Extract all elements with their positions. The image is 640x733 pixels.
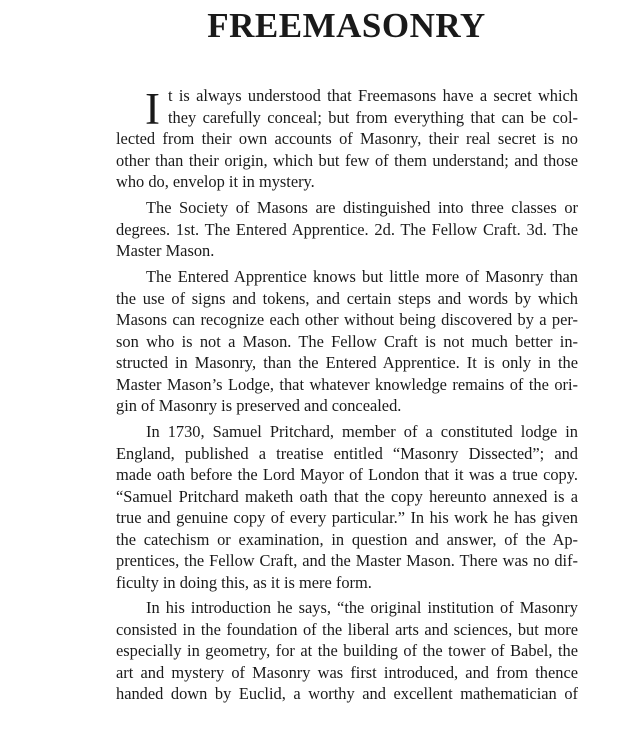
text-line: consisted in the foundation of the liberal arts and sciences, but more <box>116 619 578 639</box>
text-line: Master Mason. <box>116 241 215 260</box>
text-line: The Entered Apprentice knows but little more of Masonry than <box>146 267 578 286</box>
page-title: FREEMASONRY <box>207 6 486 45</box>
text-line: t is always understood that Freemasons have a secret which <box>168 86 578 105</box>
text-line: Masons can recognize each other without being discovered by a per- <box>116 310 578 329</box>
text-line: true and genuine copy of every particular.” In his work he has given <box>116 508 578 527</box>
text-line: The Society of Masons are distinguished into three classes or <box>146 198 578 217</box>
paragraph-1 <box>116 85 578 193</box>
paragraph-2 <box>116 197 578 262</box>
text-line: degrees. 1st. The Entered Apprentice. 2d. The Fellow Craft. 3d. The <box>116 219 578 239</box>
text-line: son who is not a Mason. The Fellow Craft is not much better in- <box>116 331 578 351</box>
text-line: structed in Masonry, than the Entered Apprentice. It is only in the <box>116 353 578 372</box>
text-line: lected from their own accounts of Masonry, their real secret is no <box>116 129 578 148</box>
drop-cap: I <box>145 84 160 134</box>
paragraph-3 <box>116 266 578 417</box>
text-line: they carefully conceal; but from everything that can be col- <box>168 107 578 127</box>
paragraph-4 <box>116 421 578 593</box>
paragraph-5 <box>116 597 578 705</box>
text-line: the use of signs and tokens, and certain steps and words by which <box>116 288 578 308</box>
text-line: made oath before the Lord Mayor of London that it was a true copy. <box>116 465 578 484</box>
text-line: handed down by Euclid, a worthy and excellent mathematician of <box>116 684 578 703</box>
text-line: ficulty in doing this, as it is mere form. <box>116 572 372 592</box>
text-line: especially in geometry, for at the building of the tower of Babel, the <box>116 641 578 660</box>
text-line: who do, envelop it in mystery. <box>116 172 315 191</box>
text-line: gin of Masonry is preserved and concealed. <box>116 396 402 415</box>
text-line: In his introduction he says, “the original institution of Masonry <box>146 598 578 617</box>
text-line: “Samuel Pritchard maketh oath that the copy hereunto annexed is a <box>116 486 578 506</box>
text-line: the catechism or examination, in question and answer, of the Ap- <box>116 529 578 549</box>
text-line: other than their origin, which but few of them understand; and those <box>116 150 578 170</box>
text-line: prentices, the Fellow Craft, and the Master Mason. There was no dif- <box>116 551 578 570</box>
text-line: In 1730, Samuel Pritchard, member of a constituted lodge in <box>146 422 578 441</box>
text-line: England, published a treatise entitled “Masonry Dissected”; and <box>116 443 578 463</box>
text-line: art and mystery of Masonry was first introduced, and from thence <box>116 662 578 682</box>
text-line: Master Mason’s Lodge, that whatever knowledge remains of the ori- <box>116 374 578 394</box>
